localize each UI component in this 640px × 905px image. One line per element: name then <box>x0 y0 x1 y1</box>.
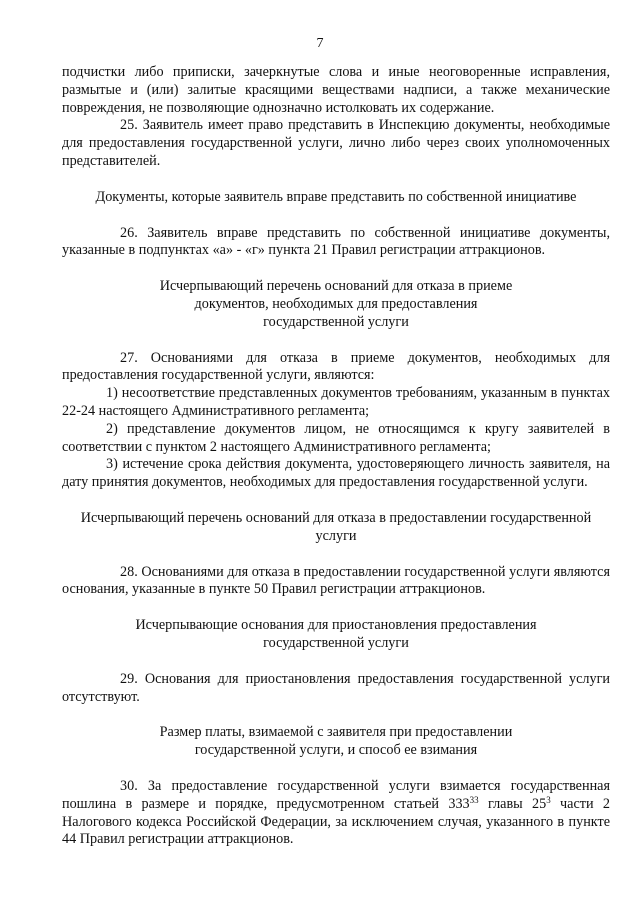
section-heading-optional-documents: Документы, которые заявитель вправе представить по собственной инициативе <box>95 188 577 205</box>
list-item-3: 3) истечение срока действия документа, удостоверяющего личность заявителя, на дату принятия документов, необходимых для предоставления государственной услуги. <box>62 456 610 491</box>
section-heading-refusal-acceptance-line1: Исчерпывающий перечень оснований для отказа в приеме <box>159 278 513 295</box>
section-heading-refusal-service-line2: услуги <box>315 527 357 544</box>
page-number: 7 <box>316 36 324 51</box>
footnote-sup-3: 3 <box>546 794 551 805</box>
section-heading-refusal-service-line1: Исчерпывающий перечень оснований для отказа в предоставлении государственной <box>80 509 592 526</box>
document-body <box>62 64 610 849</box>
section-heading-suspension-line2: государственной услуги <box>263 634 409 651</box>
section-heading-refusal-acceptance-line3: государственной услуги <box>263 313 409 330</box>
paragraph-28: 28. Основаниями для отказа в предоставлении государственной услуги являются основания, указанные в пункте 50 Правил регистрации аттракционов. <box>62 563 610 598</box>
paragraph-27: 27. Основаниями для отказа в приеме документов, необходимых для предоставления государственной услуги, являются: <box>62 349 610 384</box>
section-heading-fee-line2: государственной услуги, и способ ее взимания <box>194 742 478 759</box>
list-item-1: 1) несоответствие представленных документов требованиям, указанным в пунктах 22-24 настоящего Административного регламента; <box>62 385 610 419</box>
section-heading-suspension-line1: Исчерпывающие основания для приостановления предоставления <box>135 617 537 634</box>
paragraph-30-part2: главы 25 <box>478 795 547 812</box>
footnote-sup-33: 33 <box>469 794 479 805</box>
paragraph-30-part3: части 2 Налогового кодекса Российской Федерации, за исключением случая, указанного в пункте 44 Правил регистрации аттракционов. <box>62 795 610 848</box>
paragraph-29: 29. Основания для приостановления предоставления государственной услуги отсутствуют. <box>62 670 610 705</box>
paragraph-30 <box>62 778 610 849</box>
paragraph-continuation: подчистки либо приписки, зачеркнутые слова и иные неоговоренные исправления, размытые и (или) залитые красящими веществами надписи, а также механические повреждения, не позволяющие однозначно истолковать их содержание. <box>62 64 610 116</box>
paragraph-30-part1: 30. За предоставление государственной услуги взимается государственная пошлина в размере и порядке, предусмотренном статьей 333 <box>62 777 610 812</box>
list-item-2: 2) представление документов лицом, не относящимся к кругу заявителей в соответствии с пунктом 2 настоящего Административного регламента; <box>62 420 610 455</box>
paragraph-26: 26. Заявитель вправе представить по собственной инициативе документы, указанные в подпунктах «а» - «г» пункта 21 Правил регистрации аттракционов. <box>62 224 610 259</box>
section-heading-fee-line1: Размер платы, взимаемой с заявителя при предоставлении <box>159 724 513 741</box>
paragraph-25: 25. Заявитель имеет право представить в Инспекцию документы, необходимые для предоставления государственной услуги, лично либо через своих уполномоченных представителей. <box>62 117 610 169</box>
section-heading-refusal-acceptance-line2: документов, необходимых для предоставления <box>194 295 478 312</box>
